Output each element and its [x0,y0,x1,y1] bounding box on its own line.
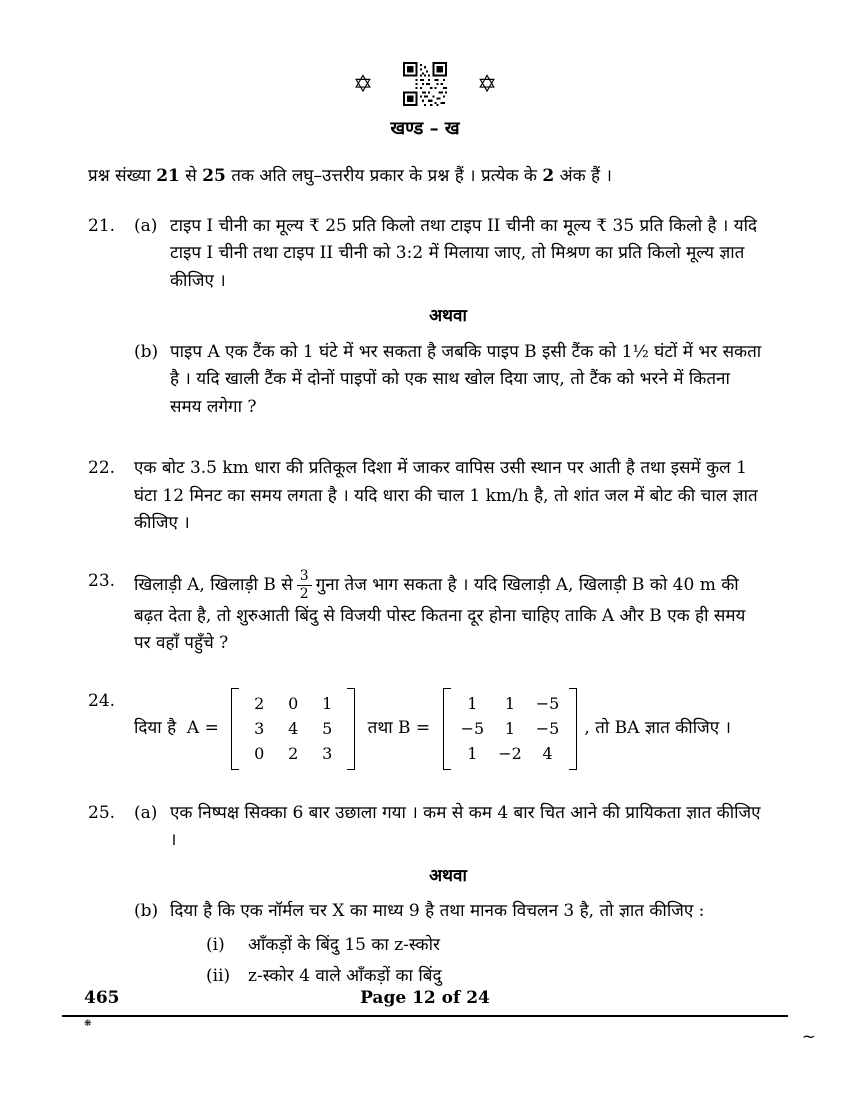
footer-rule [62,988,788,1017]
question-25-part-a [134,800,762,855]
intro-num-start: 21 [156,166,180,187]
footer-ornament-icon: ❋ [84,1019,92,1029]
part-text [170,898,762,995]
question-21-part-a [134,213,762,296]
q24-text-mid: तथा B = [362,717,436,738]
bracket-right-icon [569,688,577,770]
fraction [297,568,312,603]
matrix-cell: 1 [467,743,478,763]
matrix-b [443,688,578,770]
matrix-cell: −5 [535,693,560,713]
question-21-part-b [134,339,762,422]
matrix-equation [134,688,762,770]
tilde-mark: ~ [801,1027,816,1047]
bracket-left-icon [231,688,239,770]
matrix-cell: 2 [254,693,265,713]
fraction-numerator: 3 [297,568,312,586]
question-number: 25. [88,802,116,823]
subitem-text: z-स्कोर 4 वाले आँकड़ों का बिंदु [248,966,442,987]
intro-mid1: से [179,166,203,187]
question-body [134,213,762,426]
intro-text [88,163,762,191]
star-icon-right: ✡ [477,70,498,98]
matrix-cell: −5 [535,718,560,738]
question-25 [88,800,762,999]
intro-mid2: तक अति लघु–उत्तरीय प्रकार के प्रश्न हैं । प्रत्येक के [225,166,543,187]
q24-text-post: , तो BA ज्ञात कीजिए । [584,717,731,738]
matrix-a [231,688,355,770]
matrix-cell: 4 [288,718,299,738]
question-23 [88,568,762,658]
matrix-cell: 1 [504,718,516,738]
subitem-label: (ii) [206,966,231,987]
question-number: 22. [88,458,116,479]
question-number: 21. [88,215,116,236]
matrix-a-grid [239,688,347,770]
question-body [134,568,762,658]
qr-code-icon [403,62,447,106]
intro-num-end: 25 [202,166,226,187]
question-body [134,800,762,999]
subitem-i [206,932,762,960]
star-icon-left: ✡ [352,70,373,98]
page-number: Page 12 of 24 [360,988,490,1009]
q23-text-pre: खिलाड़ी A, खिलाड़ी B से [134,574,293,595]
part-label: (a) [134,802,158,823]
or-label: अथवा [429,306,467,327]
question-number: 23. [88,571,116,591]
question-21 [88,213,762,426]
question-body [134,455,762,538]
part-text: एक निष्पक्ष सिक्का 6 बार उछाला गया । कम से कम 4 बार चित आने की प्रायिकता ज्ञात कीजिए । [170,802,761,851]
q24-text-pre: दिया है A = [134,717,225,738]
matrix-cell: 5 [322,718,333,738]
matrix-cell: 1 [504,693,516,713]
matrix-cell: 3 [322,743,333,763]
matrix-cell: 2 [288,743,299,763]
matrix-cell: −5 [460,718,485,738]
question-text [134,568,762,658]
question-25-part-b [134,898,762,995]
or-label: अथवा [429,865,467,886]
paper-code: 465 [84,988,120,1009]
matrix-cell: 0 [254,743,265,763]
section-title: खण्ड – ख [390,118,460,139]
question-number: 24. [88,690,116,711]
intro-marks: 2 [542,166,555,187]
part-text: पाइप A एक टैंक को 1 घंटे में भर सकता है जबकि पाइप B इसी टैंक को 1½ घंटों में भर सकता है । यदि खाली टैंक में दोनों पाइपों को एक साथ खोल दिया जाए, तो टैंक को भरने में कितना समय लगेगा ? [170,341,762,417]
bracket-right-icon [347,688,355,770]
part-label: (b) [134,341,159,362]
matrix-cell: 1 [467,693,478,713]
qr-row [88,62,762,106]
fraction-denominator: 2 [299,585,309,602]
question-22 [88,455,762,538]
question-text: एक बोट 3.5 km धारा की प्रतिकूल दिशा में जाकर वापिस उसी स्थान पर आती है तथा इसमें कुल 1 घंटा 12 मिनट का समय लगता है । यदि धारा की चाल 1 km/h है, तो शांत जल में बोट की चाल ज्ञात कीजिए । [134,458,758,534]
q25-b-text: दिया है कि एक नॉर्मल चर X का माध्य 9 है तथा मानक विचलन 3 है, तो ज्ञात कीजिए : [170,901,705,922]
question-body [134,688,762,770]
part-label: (a) [134,215,158,236]
matrix-cell: 0 [288,693,299,713]
matrix-cell: 4 [542,743,553,763]
matrix-cell: 1 [322,693,333,713]
part-text: टाइप I चीनी का मूल्य ₹ 25 प्रति किलो तथा टाइप II चीनी का मूल्य ₹ 35 प्रति किलो है । यदि टाइप I चीनी तथा टाइप II चीनी को 3:2 में मिलाया जाए, तो मिश्रण का प्रति किलो मूल्य ज्ञात कीजिए । [170,215,758,291]
subitem-text: आँकड़ों के बिंदु 15 का z-स्कोर [248,934,440,955]
subitem-label: (i) [206,934,225,955]
part-label: (b) [134,901,159,922]
intro-post: अंक हैं । [554,166,612,187]
bracket-left-icon [443,688,451,770]
matrix-b-grid [451,688,570,770]
q23-text-post: गुना तेज भाग सकता है । यदि खिलाड़ी A, खिलाड़ी B को 40 m की बढ़त देता है, तो शुरुआती बिंदु से विजयी पोस्ट कितना दूर होना चाहिए ताकि A और B एक ही समय पर वहाँ पहुँचे ? [134,574,746,654]
subitems [206,932,762,991]
page-footer [62,988,788,1029]
intro-pre: प्रश्न संख्या [88,166,157,187]
matrix-cell: −2 [498,743,522,763]
matrix-cell: 3 [254,718,265,738]
question-24 [88,688,762,770]
